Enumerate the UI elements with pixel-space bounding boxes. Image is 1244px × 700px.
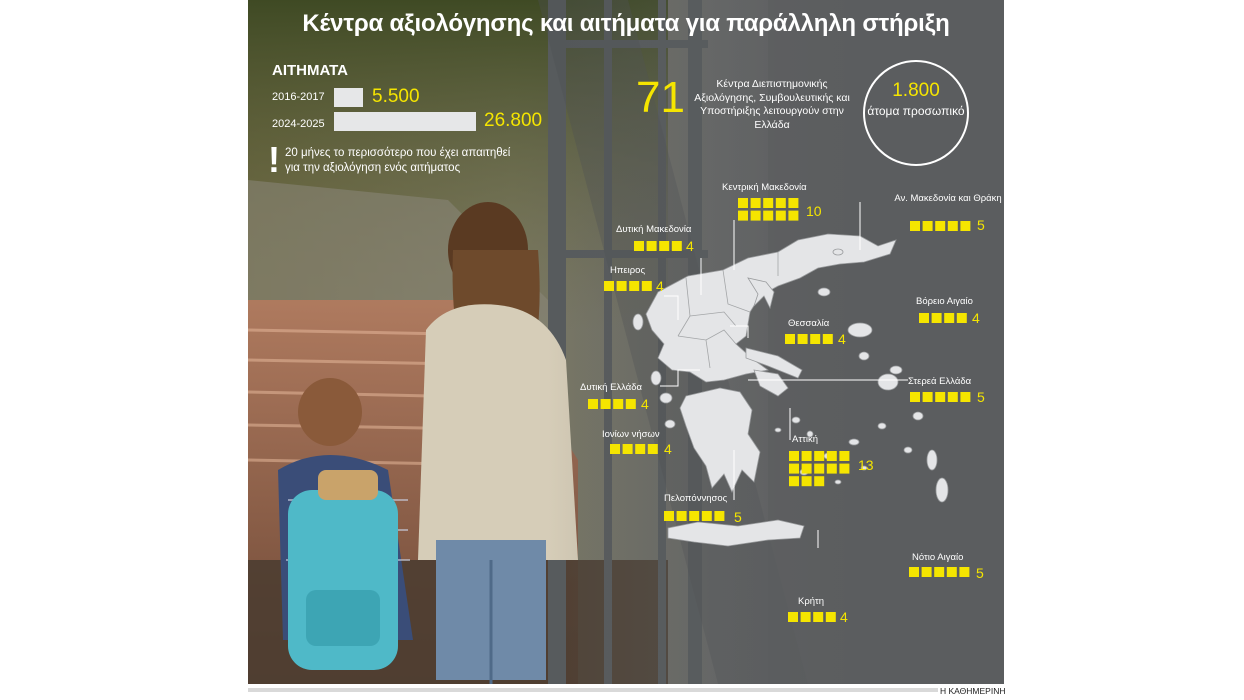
center-square-icon — [960, 392, 970, 402]
center-square-icon — [827, 464, 837, 474]
center-square-icon — [647, 241, 657, 251]
requests-period-2016: 2016-2017 — [272, 91, 325, 103]
region-count-central-macedonia: 10 — [806, 203, 822, 219]
region-label-ionian-islands: Ιονίων νήσων — [602, 429, 660, 440]
center-square-icon — [827, 451, 837, 461]
center-square-icon — [826, 612, 836, 622]
center-square-icon — [677, 511, 687, 521]
center-square-icon — [689, 511, 699, 521]
center-square-icon — [910, 221, 920, 231]
center-square-icon — [932, 313, 942, 323]
region-count-crete: 4 — [840, 609, 848, 625]
center-square-icon — [919, 313, 929, 323]
center-square-icon — [588, 399, 598, 409]
center-square-icon — [751, 198, 761, 208]
center-square-icon — [802, 476, 812, 486]
region-count-central-greece: 5 — [977, 389, 985, 405]
center-square-icon — [702, 511, 712, 521]
center-square-icon — [814, 476, 824, 486]
center-square-icon — [810, 334, 820, 344]
center-square-icon — [763, 198, 773, 208]
center-square-icon — [629, 281, 639, 291]
region-count-attica: 13 — [858, 457, 874, 473]
center-square-icon — [623, 444, 633, 454]
center-square-icon — [659, 241, 669, 251]
source-credit: Η ΚΑΘΗΜΕΡΙΝΗ — [940, 686, 1006, 696]
center-square-icon — [959, 567, 969, 577]
center-square-icon — [814, 464, 824, 474]
center-square-icon — [802, 464, 812, 474]
evaluation-time-note: 20 μήνες το περισσότερο που έχει απαιτηθεί για την αξιολόγηση ενός αιτήματος — [285, 147, 511, 174]
center-square-icon — [714, 511, 724, 521]
region-label-central-greece: Στερεά Ελλάδα — [908, 376, 972, 387]
center-square-icon — [788, 211, 798, 221]
center-square-icon — [626, 399, 636, 409]
center-square-icon — [738, 198, 748, 208]
region-label-thessaly: Θεσσαλία — [788, 318, 830, 329]
center-square-icon — [664, 511, 674, 521]
region-label-crete: Κρήτη — [798, 596, 825, 607]
center-square-icon — [604, 281, 614, 291]
center-square-icon — [935, 221, 945, 231]
center-square-icon — [613, 399, 623, 409]
region-label-peloponnese: Πελοπόννησος — [664, 493, 728, 504]
center-square-icon — [947, 567, 957, 577]
center-squares — [248, 0, 1004, 684]
center-square-icon — [785, 334, 795, 344]
center-square-icon — [763, 211, 773, 221]
requests-value-2024: 26.800 — [484, 110, 543, 131]
region-label-epirus: Ηπειρος — [610, 265, 646, 276]
region-label-north-aegean: Βόρειο Αιγαίο — [916, 296, 973, 307]
staff-label: άτομα προσωπικό — [867, 104, 965, 118]
region-label-attica: Αττική — [792, 434, 818, 445]
center-square-icon — [610, 444, 620, 454]
infographic-panel — [248, 0, 1004, 684]
center-square-icon — [814, 451, 824, 461]
requests-value-2016: 5.500 — [372, 86, 420, 107]
center-square-icon — [948, 392, 958, 402]
region-count-thessaly: 4 — [838, 331, 846, 347]
center-square-icon — [957, 313, 967, 323]
center-square-icon — [648, 444, 658, 454]
region-count-north-aegean: 4 — [972, 310, 980, 326]
center-square-icon — [923, 392, 933, 402]
region-count-east-macedonia-thrace: 5 — [977, 217, 985, 233]
center-square-icon — [672, 241, 682, 251]
center-square-icon — [839, 451, 849, 461]
region-label-west-macedonia: Δυτική Μακεδονία — [616, 224, 692, 235]
center-square-icon — [776, 198, 786, 208]
center-square-icon — [634, 241, 644, 251]
center-square-icon — [601, 399, 611, 409]
centers-description: Κέντρα Διεπιστημονικής Αξιολόγησης, Συμβουλευτικής και Υποστήριξης λειτουργούν στην Ελλάδα — [694, 78, 850, 131]
center-square-icon — [823, 334, 833, 344]
center-square-icon — [909, 567, 919, 577]
center-square-icon — [948, 221, 958, 231]
center-square-icon — [798, 334, 808, 344]
requests-period-2024: 2024-2025 — [272, 118, 325, 130]
center-square-icon — [642, 281, 652, 291]
center-square-icon — [788, 198, 798, 208]
center-square-icon — [635, 444, 645, 454]
region-count-west-greece: 4 — [641, 396, 649, 412]
region-count-peloponnese: 5 — [734, 509, 742, 525]
center-square-icon — [789, 451, 799, 461]
page-title: Κέντρα αξιολόγησης και αιτήματα για παράλληλη στήριξη — [302, 10, 950, 37]
center-square-icon — [788, 612, 798, 622]
center-square-icon — [738, 211, 748, 221]
region-count-west-macedonia: 4 — [686, 238, 694, 254]
region-label-east-macedonia-thrace: Αν. Μακεδονία και Θράκη — [894, 193, 1002, 204]
center-square-icon — [801, 612, 811, 622]
center-square-icon — [839, 464, 849, 474]
center-square-icon — [789, 476, 799, 486]
region-count-ionian-islands: 4 — [664, 441, 672, 457]
center-square-icon — [944, 313, 954, 323]
note-exclamation-icon: ! — [268, 139, 280, 180]
center-square-icon — [751, 211, 761, 221]
center-square-icon — [934, 567, 944, 577]
region-label-south-aegean: Νότιο Αιγαίο — [912, 552, 964, 563]
center-square-icon — [617, 281, 627, 291]
center-square-icon — [935, 392, 945, 402]
center-square-icon — [910, 392, 920, 402]
center-square-icon — [802, 451, 812, 461]
center-square-icon — [960, 221, 970, 231]
bottom-strip — [248, 688, 938, 692]
staff-value: 1.800 — [892, 80, 940, 101]
center-square-icon — [776, 211, 786, 221]
center-square-icon — [789, 464, 799, 474]
region-label-central-macedonia: Κεντρική Μακεδονία — [722, 182, 807, 193]
center-square-icon — [813, 612, 823, 622]
region-count-epirus: 4 — [656, 278, 664, 294]
center-square-icon — [923, 221, 933, 231]
center-square-icon — [922, 567, 932, 577]
centers-total: 71 — [636, 73, 685, 122]
requests-heading: ΑΙΤΗΜΑΤΑ — [272, 62, 348, 79]
region-label-west-greece: Δυτική Ελλάδα — [580, 382, 643, 393]
region-count-south-aegean: 5 — [976, 565, 984, 581]
